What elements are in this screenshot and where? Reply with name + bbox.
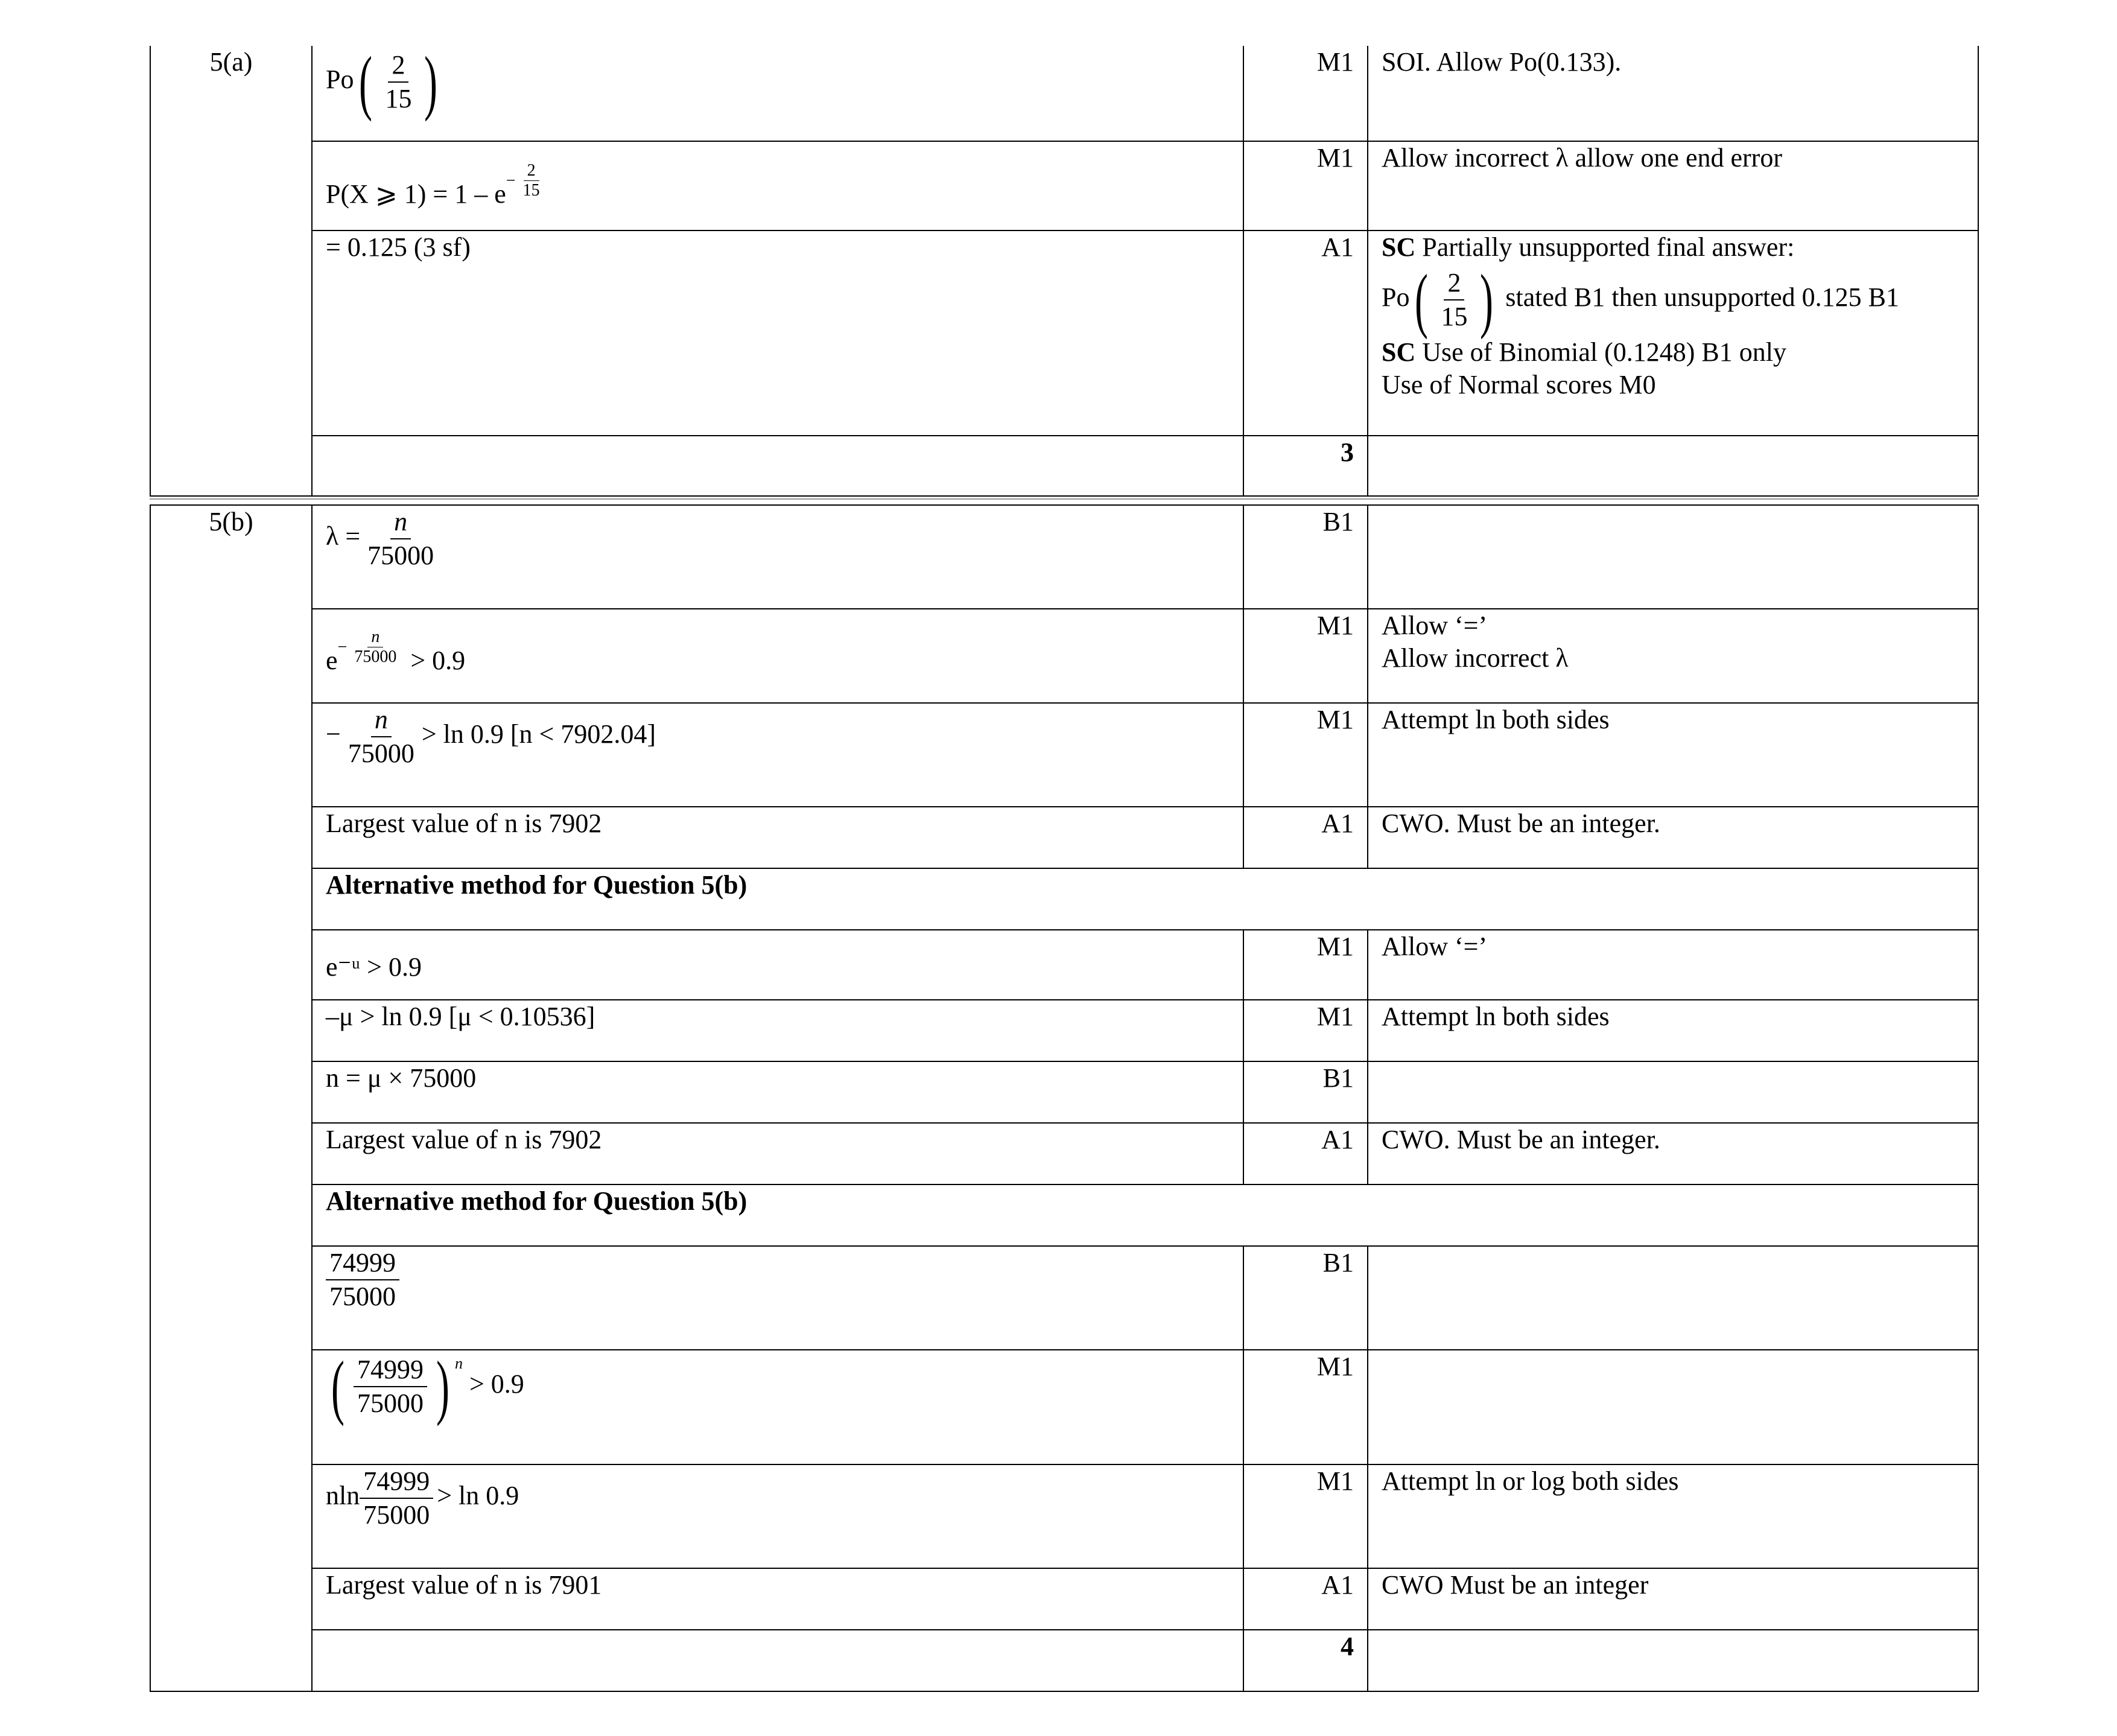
table-row	[150, 141, 1978, 231]
mark-cell: M1	[1243, 703, 1368, 807]
mark-cell: M1	[1243, 609, 1368, 703]
guidance-line: Use of Normal scores M0	[1382, 370, 1656, 399]
answer-cell	[312, 141, 1243, 231]
guidance-line: SC Partially unsupported final answer:	[1382, 232, 1795, 262]
answer-cell: − $\frac{n}{75000}$ > ln 0.9 [n < 7902.04]	[312, 703, 1243, 807]
guidance-cell: SOI. Allow Po(0.133).	[1368, 46, 1978, 141]
guidance-cell	[1368, 231, 1978, 436]
guidance-cell	[1368, 1246, 1978, 1350]
table-row	[150, 1123, 1978, 1184]
table-row	[150, 1000, 1978, 1061]
answer-text: P(X ⩾ 1) = 1 – e	[326, 179, 506, 209]
alternative-heading-row	[150, 1184, 1978, 1246]
mark-cell: B1	[1243, 505, 1368, 609]
answer-cell: λ = $\frac{n}{75000}$	[312, 505, 1243, 609]
mark-cell: M1	[1243, 930, 1368, 1000]
bracketed-fraction: ( $\frac{2}{15}$ )	[359, 42, 438, 122]
table-row	[150, 231, 1978, 436]
total-row	[150, 1630, 1978, 1691]
table-row	[150, 1568, 1978, 1630]
table-row	[150, 807, 1978, 868]
alternative-heading-row	[150, 868, 1978, 930]
alternative-method-heading: Alternative method for Question 5(b)	[312, 868, 1978, 930]
mark-cell: M1	[1243, 1000, 1368, 1061]
table-row	[150, 1246, 1978, 1350]
answer-cell: e − $\frac{n}{75000}$ > 0.9	[312, 609, 1243, 703]
answer-cell: Largest value of n is 7902	[312, 807, 1243, 868]
exponent: − $\frac{2}{15}$	[506, 161, 540, 200]
answer-cell: –μ > ln 0.9 [μ < 0.10536]	[312, 1000, 1243, 1061]
alternative-method-heading: Alternative method for Question 5(b)	[312, 1184, 1978, 1246]
guidance-cell: CWO. Must be an integer.	[1368, 1123, 1978, 1184]
fraction-denominator: 15	[385, 84, 412, 113]
total-row	[150, 436, 1978, 496]
mark-cell: A1	[1243, 1568, 1368, 1630]
table-row	[150, 46, 1978, 141]
table-row	[150, 609, 1978, 703]
guidance-cell: CWO. Must be an integer.	[1368, 807, 1978, 868]
question-number: 5(b)	[150, 505, 312, 1691]
mark-cell: M1	[1243, 46, 1368, 141]
guidance-cell: Attempt ln both sides	[1368, 1000, 1978, 1061]
guidance-line: SC Use of Binomial (0.1248) B1 only	[1382, 337, 1786, 367]
table-row	[150, 1350, 1978, 1464]
mark-scheme-table-5a	[150, 42, 1979, 497]
guidance-cell: Allow ‘=’	[1368, 930, 1978, 1000]
table-row	[150, 1464, 1978, 1568]
answer-cell: nln $\frac{74999}{75000}$ > ln 0.9	[312, 1464, 1243, 1568]
question-number: 5(a)	[150, 46, 312, 496]
answer-cell: e⁻ᵘ > 0.9	[312, 930, 1243, 1000]
mark-cell: A1	[1243, 1123, 1368, 1184]
answer-cell: Largest value of n is 7901	[312, 1568, 1243, 1630]
mark-cell: M1	[1243, 1464, 1368, 1568]
mark-cell: M1	[1243, 1350, 1368, 1464]
answer-cell	[312, 42, 1243, 141]
table-row	[150, 505, 1978, 609]
guidance-cell: Allow ‘=’ Allow incorrect λ	[1368, 609, 1978, 703]
mark-cell: B1	[1243, 1061, 1368, 1123]
table-row	[150, 930, 1978, 1000]
guidance-cell	[1368, 1061, 1978, 1123]
total-marks: 3	[1243, 436, 1368, 496]
mark-cell: A1	[1243, 807, 1368, 868]
answer-text: Po	[326, 65, 354, 95]
mark-scheme-table-5b	[150, 504, 1979, 1692]
answer-cell: = 0.125 (3 sf)	[312, 231, 1243, 436]
guidance-cell: Allow incorrect λ allow one end error	[1368, 141, 1978, 231]
table-row	[150, 703, 1978, 807]
guidance-cell: CWO Must be an integer	[1368, 1568, 1978, 1630]
mark-cell: A1	[1243, 231, 1368, 436]
mark-cell: M1	[1243, 141, 1368, 231]
guidance-cell	[1368, 1350, 1978, 1464]
fraction-numerator: 2	[388, 49, 408, 83]
answer-cell: Largest value of n is 7902	[312, 1123, 1243, 1184]
guidance-cell: Attempt ln or log both sides	[1368, 1464, 1978, 1568]
total-marks: 4	[1243, 1630, 1368, 1691]
guidance-line: Po ( $\frac{2}{15}$ ) stated B1 then unsupported 0.125 B1	[1382, 259, 1900, 340]
answer-cell: ( $\frac{74999}{75000}$ ) $^n$ > 0.9	[312, 1350, 1243, 1464]
answer-cell: n = μ × 75000	[312, 1061, 1243, 1123]
guidance-cell	[1368, 505, 1978, 609]
table-row	[150, 1061, 1978, 1123]
guidance-cell: Attempt ln both sides	[1368, 703, 1978, 807]
mark-cell: B1	[1243, 1246, 1368, 1350]
answer-cell: $\frac{74999}{75000}$	[312, 1246, 1243, 1350]
